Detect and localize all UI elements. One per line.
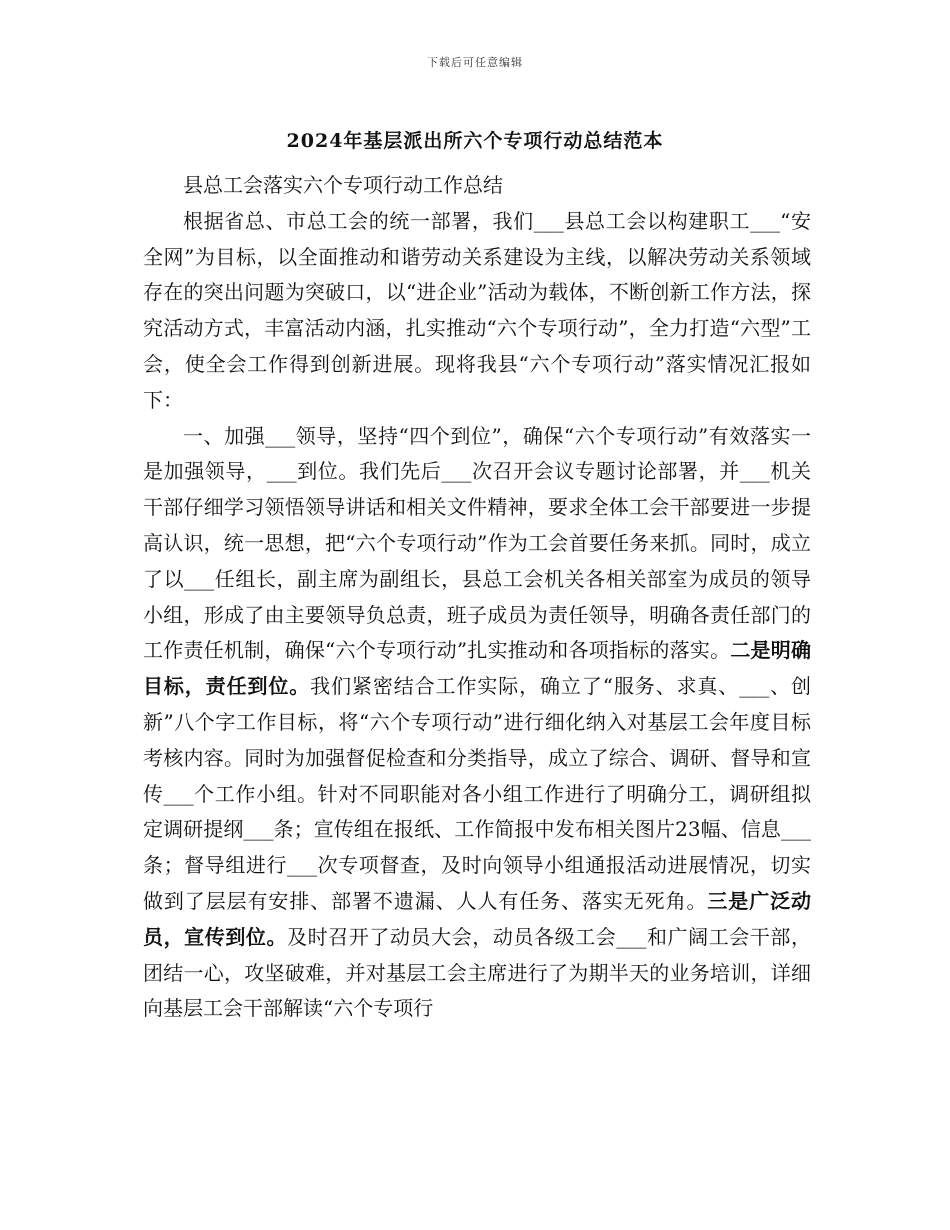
section-one-text: 一、加强___领导，坚持“四个到位”，确保“六个专项行动”有效落实一是加强领导，___到位。我们先后___次召开会议专题讨论部署，并___机关干部仔细学习领悟领导讲话和相关文件精神，要求全体工会干部要进一步提高认识，统一思想，把“六个专项行动”作为工会首要任务来抓。同时，成立了以___任组长，副主席为副组长，县总工会机关各相关部室为成员的领导小组，形成了由主要领导负总责，班子成员为责任领导，明确各责任部门的工作责任机制，确保“六个专项行动”扎实推动和各项指标的落实。 [143,423,811,663]
document-body [143,168,811,1027]
page-header-note: 下载后可任意编辑 [427,56,523,69]
intro-paragraph: 根据省总、市总工会的统一部署，我们___县总工会以构建职工___“安全网”为目标，以全面推动和谐劳动关系建设为主线，以解决劳动关系领域存在的突出问题为突破口，以“进企业”活动为载体，不断创新工作方法，探究活动方式，丰富活动内涵，扎实推动“六个专项行动”，全力打造“六型”工会，使全会工作得到创新进展。现将我县“六个专项行动”落实情况汇报如下： [143,208,811,412]
bold-heading-two: 二是明确目标，责任到位。 [143,638,811,699]
document-title: 2024年基层派出所六个专项行动总结范本 [286,130,664,152]
section-three-text: 及时召开了动员大会，动员各级工会___和广阔工会干部，团结一心，攻坚破难，并对基层工会主席进行了为期半天的业务培训，详细向基层工会干部解读“六个专项行 [143,924,812,1021]
subtitle-paragraph: 县总工会落实六个专项行动工作总结 [183,173,503,197]
section-one-paragraph [143,419,811,1028]
section-two-text: 我们紧密结合工作实际，确立了“服务、求真、___、创新”八个字工作目标，将“六个专项行动”进行细化纳入对基层工会年度目标考核内容。同时为加强督促检查和分类指导，成立了综合、调研、督导和宣传___个工作小组。针对不同职能对各小组工作进行了明确分工，调研组拟定调研提纲___条；宣传组在报纸、工作简报中发布相关图片23幅、信息___条；督导组进行___次专项督查，及时向领导小组通报活动进展情况，切实做到了层层有安排、部署不遗漏、人人有任务、落实无死角。 [143,674,811,913]
bold-heading-three: 三是广泛动员，宣传到位。 [143,888,812,949]
